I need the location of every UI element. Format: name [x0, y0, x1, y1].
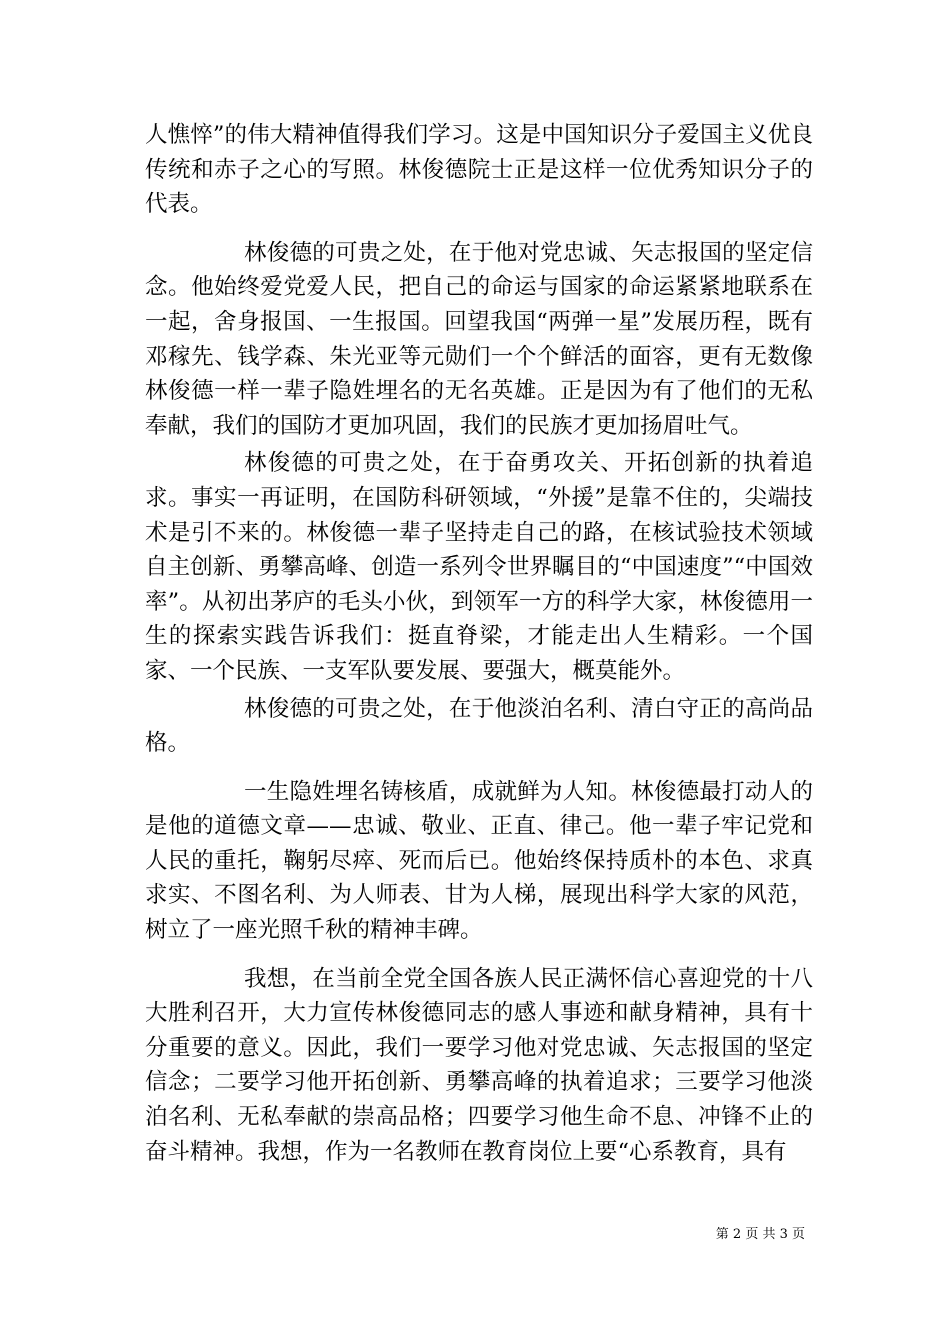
- paragraph-anonymity: 一生隐姓埋名铸核盾，成就鲜为人知。林俊德最打动人的是他的道德文章——忠诚、敬业、正直、律己。他一辈子牢记党和人民的重托，鞠躬尽瘁、死而后已。他始终保持质朴的本色、求真求实、不图名利、为人师表、甘为人梯，展现出科学大家的风范，树立了一座光照千秋的精神丰碑。: [145, 778, 813, 944]
- paragraph-innovation: 林俊德的可贵之处，在于奋勇攻关、开拓创新的执着追求。事实一再证明，在国防科研领域，“外援”是靠不住的，尖端技术是引不来的。林俊德一辈子坚持走自己的路，在核试验技术领域自主创新、勇攀高峰、创造一系列令世界瞩目的“中国速度”“中国效率”。从初出茅庐的毛头小伙，到领军一方的科学大家，林俊德用一生的探索实践告诉我们：挺直脊梁，才能走出人生精彩。一个国家、一个民族、一支军队要发展、要强大，概莫能外。: [145, 450, 813, 684]
- paragraph-conclusion: 我想，在当前全党全国各族人民正满怀信心喜迎党的十八大胜利召开，大力宣传林俊德同志的感人事迹和献身精神，具有十分重要的意义。因此，我们一要学习他对党忠诚、矢志报国的坚定信念；二要学习他开拓创新、勇攀高峰的执着追求；三要学习他淡泊名利、无私奉献的崇高品格；四要学习他生命不息、冲锋不止的奋斗精神。我想，作为一名教师在教育岗位上要“心系教育，具有: [145, 965, 813, 1165]
- paragraph-integrity: 林俊德的可贵之处，在于他淡泊名利、清白守正的高尚品格。: [145, 695, 813, 757]
- document-body: [145, 118, 813, 1169]
- paragraph-intro-continuation: 人憔悴”的伟大精神值得我们学习。这是中国知识分子爱国主义优良传统和赤子之心的写照。林俊德院士正是这样一位优秀知识分子的代表。: [145, 122, 813, 218]
- paragraph-loyalty: 林俊德的可贵之处，在于他对党忠诚、矢志报国的坚定信念。他始终爱党爱人民，把自己的命运与国家的命运紧紧地联系在一起，舍身报国、一生报国。回望我国“两弹一星”发展历程，既有邓稼先、钱学森、朱光亚等元勋们一个个鲜活的面容，更有无数像林俊德一样一辈子隐姓埋名的无名英雄。正是因为有了他们的无私奉献，我们的国防才更加巩固，我们的民族才更加扬眉吐气。: [145, 239, 813, 439]
- page-number-footer: 第 2 页 共 3 页: [715, 1227, 805, 1242]
